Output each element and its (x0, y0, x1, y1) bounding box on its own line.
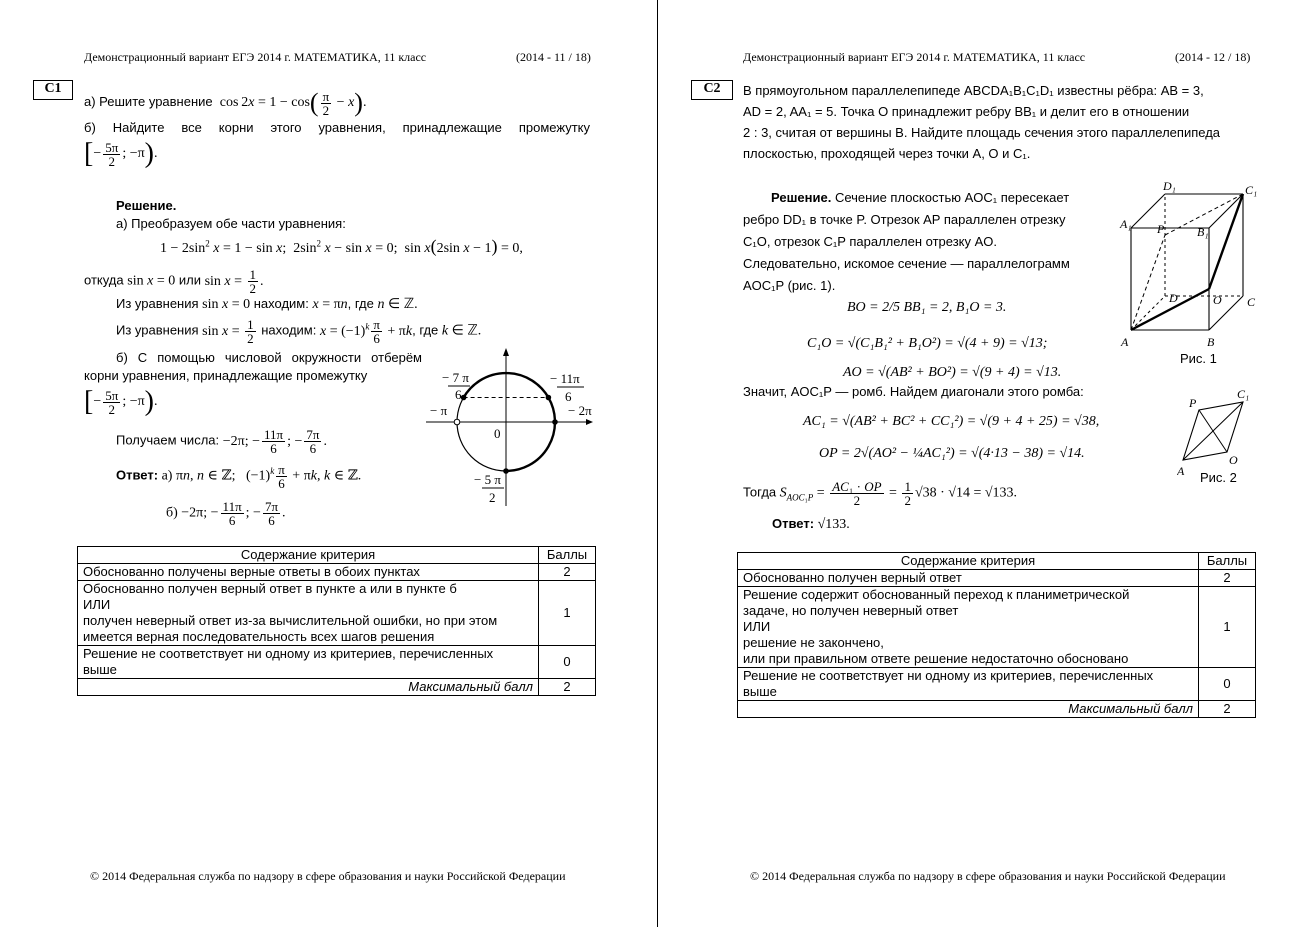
label-c: C (1247, 295, 1256, 309)
part-a-text: а) Решите уравнение (84, 94, 213, 110)
criterion-line: имеется верная последовательность всех шагов решения (83, 629, 435, 644)
eq-ao: AO = √(AB² + BO²) = √(9 + 4) = √13. (843, 365, 1062, 380)
criterion-line: получен неверный ответ из-за вычислительной ошибки, но при этом (83, 613, 498, 628)
problem-line-1: В прямоугольном параллелепипеде ABCDA₁B₁C₁D₁ известны рёбра: AB = 3, (743, 83, 1204, 98)
answer-label: Ответ: (116, 467, 159, 483)
y-axis-arrow (503, 348, 509, 356)
points-cell: 0 (539, 646, 596, 679)
answer-b: б) −2π; − $\frac{11\pi}{6}$ ; − $\frac{7\pi}{6}$ . (166, 499, 286, 528)
footer-copyright: © 2014 Федеральная служба по надзору в сфере образования и науки Российской Федерации (750, 869, 1226, 883)
where-text-2: , где (412, 322, 439, 338)
eq-op: OP = 2√(AO² − ¼AC₁²) = √(4·13 − 38) = √14. (819, 446, 1085, 461)
label-b1: B₁ (1197, 225, 1209, 239)
solution-title: Решение. (771, 190, 832, 205)
solution-a-root2: Из уравнения sin x = $\frac{1}{2}$ находим: $x = (-1)^k$ $\frac{\pi}{6}$ + πk, где k ∈ ℤ. (116, 317, 482, 346)
criterion-cell (738, 570, 1199, 587)
label-c1: C₁ (1245, 183, 1258, 197)
x-axis-arrow (586, 419, 593, 425)
find-text-1: находим: (253, 296, 309, 311)
figure-2-rhombus (1177, 386, 1257, 478)
table-row (78, 564, 596, 581)
label-d1: D₁ (1163, 179, 1176, 193)
solution-line-5: AOC₁P (рис. 1). (743, 278, 836, 293)
answer-a: Ответ: а) πn, n ∈ ℤ; $(-1)^k$ $\frac{\pi}{6}$ + πk, k ∈ ℤ. (116, 462, 362, 491)
problem-line-4: плоскостью, проходящей через точки A, O и C₁. (743, 146, 1031, 161)
points-cell: 2 (539, 564, 596, 581)
criterion-cell (78, 646, 539, 679)
answer-c2 (772, 516, 850, 533)
solution-b-interval: [− $\frac{5\pi}{2}$ ; −π). (84, 386, 158, 417)
criterion-line: Решение содержит обоснованный переход к планиметрической (743, 587, 1130, 602)
header-title: Демонстрационный вариант ЕГЭ 2014 г. МАТЕМАТИКА, 11 класс (743, 50, 1086, 64)
criterion-cell (78, 581, 539, 646)
number-circle-figure (426, 346, 596, 506)
solution-line-2: ребро DD₁ в точке P. Отрезок AP параллелен отрезку (743, 212, 1066, 227)
header-title: Демонстрационный вариант ЕГЭ 2014 г. МАТЕМАТИКА, 11 класс (84, 50, 427, 64)
criteria-table-left (77, 546, 596, 696)
answer-value: √133. (817, 517, 850, 532)
criterion-line: выше (83, 662, 117, 677)
criterion-line: или при правильном ответе решение недостаточно обосновано (743, 651, 1129, 666)
or-text: или (178, 272, 201, 288)
where-text-1: , где (347, 296, 374, 311)
table-max-row (738, 701, 1256, 718)
label-minus-11pi-6: − 11π (550, 371, 580, 386)
task-label-c1: С1 (33, 80, 73, 100)
diagonal-po (1199, 410, 1227, 452)
label-minus-5pi: − 5 π (474, 472, 501, 487)
label-6-b: 6 (565, 389, 572, 404)
solution-title: Решение. (116, 198, 177, 213)
label-minus-2pi: − 2π (568, 403, 592, 418)
part-b-interval: [− $\frac{5\pi}{2}$ ; −π). (84, 138, 158, 169)
eq-c1o: C₁O = √(C₁B₁² + B₁O²) = √(4 + 9) = √13; (807, 336, 1048, 351)
footer-copyright: © 2014 Федеральная служба по надзору в сфере образования и науки Российской Федерации (90, 869, 566, 883)
points-cell: 1 (1199, 587, 1256, 668)
label-zero: 0 (494, 426, 501, 441)
points-cell: 0 (1199, 668, 1256, 701)
label-a: A (1177, 464, 1185, 478)
criterion-line: Решение не соответствует ни одному из критериев, перечисленных (743, 668, 1154, 683)
points-cell: 2 (1199, 570, 1256, 587)
answer-label: Ответ: (772, 516, 815, 531)
edge-ad-hidden (1131, 296, 1165, 330)
label-o: O (1213, 293, 1222, 307)
label-2: 2 (489, 490, 496, 505)
criterion-line: Обоснованно получен верный ответ (743, 570, 962, 585)
label-a: A (1121, 335, 1129, 349)
criteria-table-right (737, 552, 1256, 718)
header-page-number: (2014 - 12 / 18) (1175, 50, 1251, 64)
solution-line-4: Следовательно, искомое сечение — параллелограмм (743, 256, 1070, 271)
header-criterion: Содержание критерия (738, 553, 1199, 570)
max-label: Максимальный балл (78, 679, 539, 696)
page-right (659, 0, 1314, 927)
eq-ac1: AC₁ = √(AB² + BC² + CC₁²) = √(9 + 4 + 25) = √38, (803, 414, 1100, 429)
max-label: Максимальный балл (738, 701, 1199, 718)
find-text-2: находим: (261, 322, 317, 338)
label-b: B (1207, 335, 1215, 349)
table-row (78, 581, 596, 646)
task-c2-problem (743, 80, 1220, 164)
point-minus-7pi-6 (461, 395, 467, 401)
criterion-line: задаче, но получен неверный ответ (743, 603, 959, 618)
from-eq-text-1: Из уравнения (116, 296, 199, 311)
solution-a-equations: $1 - 2\sin^2$ x = 1 − sin x; $2\sin^2$ x − sin x = 0; sin x(2sin x − 1) = 0, (160, 236, 523, 256)
task-c1-part-a: а) Решите уравнение cos 2x = 1 − cos( $\frac{\pi}{2}$ − x). (84, 88, 367, 118)
criterion-cell (738, 587, 1199, 668)
table-row (738, 668, 1256, 701)
eq-bo: BO = 2/5 BB₁ = 2, B₁O = 3. (847, 300, 1007, 315)
point-minus-5pi-2 (503, 468, 509, 474)
criterion-line: ИЛИ (743, 619, 771, 634)
table-row (738, 570, 1256, 587)
criterion-cell (738, 668, 1199, 701)
figure-1-caption: Рис. 1 (1180, 351, 1217, 366)
label-minus-7pi-6: − 7 π (442, 370, 469, 385)
label-minus-pi: − π (430, 403, 448, 418)
table-header-row (78, 547, 596, 564)
rhombus-line: Значит, AOC₁P — ромб. Найдем диагонали этого ромба: (743, 384, 1084, 399)
header-criterion: Содержание критерия (78, 547, 539, 564)
label-p: P (1157, 222, 1165, 236)
criterion-line: Обоснованно получен верный ответ в пункте а или в пункте б (83, 581, 457, 596)
solution-a-whence: откуда sin x = 0 или sin x = $\frac{1}{2}$ . (84, 267, 264, 296)
figure-2-caption: Рис. 2 (1200, 470, 1237, 485)
criterion-line: ИЛИ (83, 597, 111, 612)
solution-line-1: Сечение плоскостью AOC₁ пересекает (834, 190, 1070, 205)
max-points: 2 (1199, 701, 1256, 718)
whence-text: откуда (84, 272, 124, 288)
table-header-row (738, 553, 1256, 570)
task-label-c2: С2 (691, 80, 733, 100)
area-line: Тогда $S_{AOC_1P}$ = $\frac{\text{AC₁ · OP}}{2}$ = $\frac{1}{2}$ √38 · √14 = √133. (743, 479, 1018, 508)
section-oc1 (1209, 194, 1243, 289)
points-cell: 1 (539, 581, 596, 646)
page-divider (657, 0, 658, 927)
problem-line-3: 2 : 3, считая от вершины B. Найдите площадь сечения этого параллелепипеда (743, 125, 1221, 140)
solution-b-text: б) С помощью числовой окружности отберём корни уравнения, принадлежащие промежутку (84, 350, 422, 383)
label-d: D (1169, 291, 1178, 305)
criterion-line: решение не закончено, (743, 635, 884, 650)
from-eq-text-2: Из уравнения (116, 322, 199, 338)
criterion-line: Обоснованно получены верные ответы в обоих пунктах (83, 564, 420, 579)
criterion-cell (78, 564, 539, 581)
solution-a-root1: Из уравнения sin x = 0 находим: x = πn, где n ∈ ℤ. (116, 296, 418, 312)
solution-line-3: C₁O, отрезок C₁P параллелен отрезку AO. (743, 234, 998, 249)
point-minus-2pi (552, 419, 558, 425)
task-c1-part-b: б) Найдите все корни этого уравнения, принадлежащие промежутку (84, 120, 590, 135)
label-o: O (1229, 453, 1238, 467)
then-text: Тогда (743, 484, 777, 500)
solution-a-intro: а) Преобразуем обе части уравнения: (116, 216, 346, 231)
criterion-line: выше (743, 684, 777, 699)
label-p: P (1189, 396, 1197, 410)
header-points: Баллы (1199, 553, 1256, 570)
header-page-number: (2014 - 11 / 18) (516, 50, 591, 64)
point-minus-11pi-6 (546, 395, 552, 401)
table-max-row (78, 679, 596, 696)
solution-b-result: Получаем числа: −2π; − $\frac{11\pi}{6}$ ; − $\frac{7\pi}{6}$ . (116, 427, 327, 456)
task-c2-solution (743, 187, 1113, 297)
table-row (738, 587, 1256, 668)
got-numbers-text: Получаем числа: (116, 432, 220, 448)
figure-1-parallelepiped (1119, 178, 1259, 350)
point-minus-pi (454, 419, 460, 425)
label-6-a: 6 (455, 387, 462, 402)
criterion-line: Решение не соответствует ни одному из критериев, перечисленных (83, 646, 494, 661)
table-row (78, 646, 596, 679)
label-a1: A₁ (1120, 217, 1132, 231)
header-points: Баллы (539, 547, 596, 564)
max-points: 2 (539, 679, 596, 696)
label-c1: C₁ (1237, 387, 1250, 401)
problem-line-2: AD = 2, AA₁ = 5. Точка O принадлежит ребру BB₁ и делит его в отношении (743, 104, 1190, 119)
